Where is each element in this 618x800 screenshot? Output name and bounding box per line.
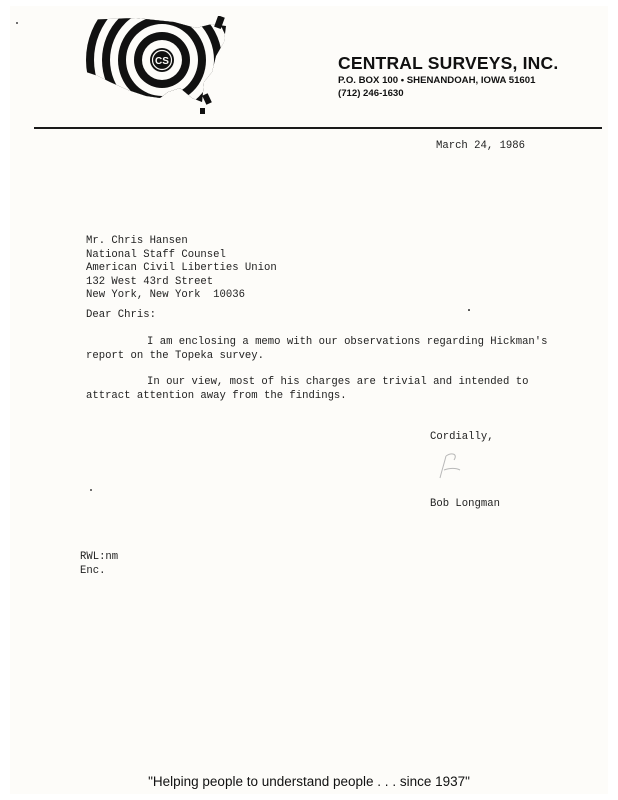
- letter-page: [10, 6, 608, 794]
- recipient-line: 132 West 43rd Street: [86, 275, 214, 288]
- recipient-line: National Staff Counsel: [86, 248, 226, 261]
- company-address: P.O. BOX 100 • SHENANDOAH, IOWA 51601: [338, 75, 536, 86]
- signature-mark: [430, 446, 470, 486]
- paper-speck: [468, 309, 470, 311]
- body-line: I am enclosing a memo with our observations regarding Hickman's: [147, 336, 548, 348]
- company-phone: (712) 246-1630: [338, 88, 404, 99]
- letterhead-divider: [34, 127, 602, 129]
- closing: Cordially,: [430, 431, 494, 443]
- logo-monogram: CS: [155, 56, 169, 67]
- reference-initials: RWL:nm: [80, 551, 119, 563]
- recipient-line: Mr. Chris Hansen: [86, 235, 188, 247]
- paper-speck: [16, 22, 18, 24]
- body-line: report on the Topeka survey.: [86, 349, 265, 362]
- signer-name: Bob Longman: [430, 498, 500, 510]
- letter-date: March 24, 1986: [436, 140, 526, 152]
- body-line: In our view, most of his charges are trivial and intended to: [147, 376, 529, 388]
- company-logo: [76, 16, 236, 116]
- paper-speck: [90, 489, 92, 491]
- enclosure-note: Enc.: [80, 564, 106, 577]
- salutation: Dear Chris:: [86, 309, 156, 321]
- body-line: attract attention away from the findings.: [86, 389, 347, 402]
- recipient-line: New York, New York 10036: [86, 289, 245, 301]
- recipient-line: American Civil Liberties Union: [86, 262, 277, 274]
- company-slogan: "Helping people to understand people . . . since 1937": [148, 774, 470, 789]
- company-name: CENTRAL SURVEYS, INC.: [338, 53, 559, 73]
